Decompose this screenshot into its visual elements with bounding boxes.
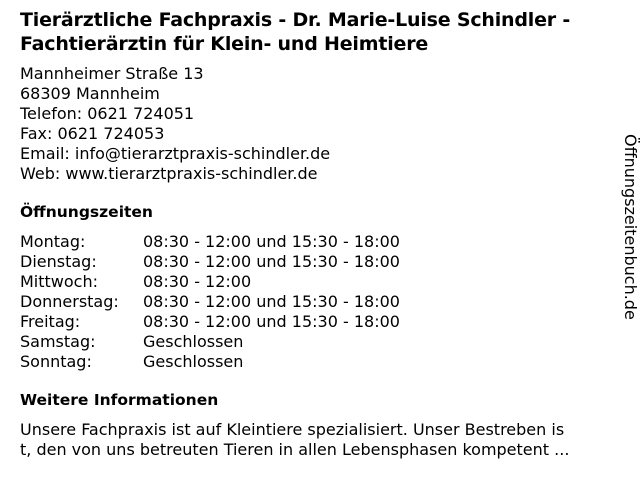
hours-time: 08:30 - 12:00 und 15:30 - 18:00 bbox=[143, 232, 400, 251]
phone-number: Telefon: 0621 724051 bbox=[20, 104, 195, 123]
hours-time: 08:30 - 12:00 und 15:30 - 18:00 bbox=[143, 252, 400, 271]
hours-time: 08:30 - 12:00 und 15:30 - 18:00 bbox=[143, 312, 400, 331]
hours-day: Samstag: bbox=[20, 332, 96, 351]
hours-day: Mittwoch: bbox=[20, 272, 98, 291]
hours-day: Donnerstag: bbox=[20, 292, 119, 311]
hours-row bbox=[20, 272, 620, 292]
hours-time: 08:30 - 12:00 und 15:30 - 18:00 bbox=[143, 292, 400, 311]
hours-time: Geschlossen bbox=[143, 352, 244, 371]
hours-time: Geschlossen bbox=[143, 332, 244, 351]
contact-block bbox=[20, 64, 620, 184]
hours-row bbox=[20, 292, 620, 312]
hours-day: Montag: bbox=[20, 232, 86, 251]
hours-time: 08:30 - 12:00 bbox=[143, 272, 252, 291]
source-watermark: Öffnungszeitenbuch.de bbox=[621, 134, 640, 320]
hours-day: Sonntag: bbox=[20, 352, 92, 371]
hours-day: Dienstag: bbox=[20, 252, 97, 271]
info-heading: Weitere Informationen bbox=[20, 391, 219, 409]
email-address: Email: info@tierarztpraxis-schindler.de bbox=[20, 144, 331, 163]
practice-title: Tierärztliche Fachpraxis - Dr. Marie-Luise Schindler - Fachtierärztin für Klein- und Heimtiere bbox=[20, 9, 571, 55]
hours-day: Freitag: bbox=[20, 312, 81, 331]
address-city: 68309 Mannheim bbox=[20, 84, 160, 103]
website-address: Web: www.tierarztpraxis-schindler.de bbox=[20, 164, 318, 183]
info-line: t, den von uns betreuten Tieren in allen Lebensphasen kompetent ... bbox=[20, 440, 570, 459]
hours-heading: Öffnungszeiten bbox=[20, 203, 153, 221]
address-street: Mannheimer Straße 13 bbox=[20, 64, 204, 83]
hours-row bbox=[20, 252, 620, 272]
info-text bbox=[20, 420, 620, 460]
hours-row bbox=[20, 232, 620, 252]
hours-row bbox=[20, 352, 620, 372]
hours-row bbox=[20, 332, 620, 352]
opening-hours-table bbox=[20, 232, 620, 372]
info-line: Unsere Fachpraxis ist auf Kleintiere spezialisiert. Unser Bestreben is bbox=[20, 420, 565, 439]
hours-row bbox=[20, 312, 620, 332]
fax-number: Fax: 0621 724053 bbox=[20, 124, 165, 143]
practice-card bbox=[20, 8, 620, 460]
